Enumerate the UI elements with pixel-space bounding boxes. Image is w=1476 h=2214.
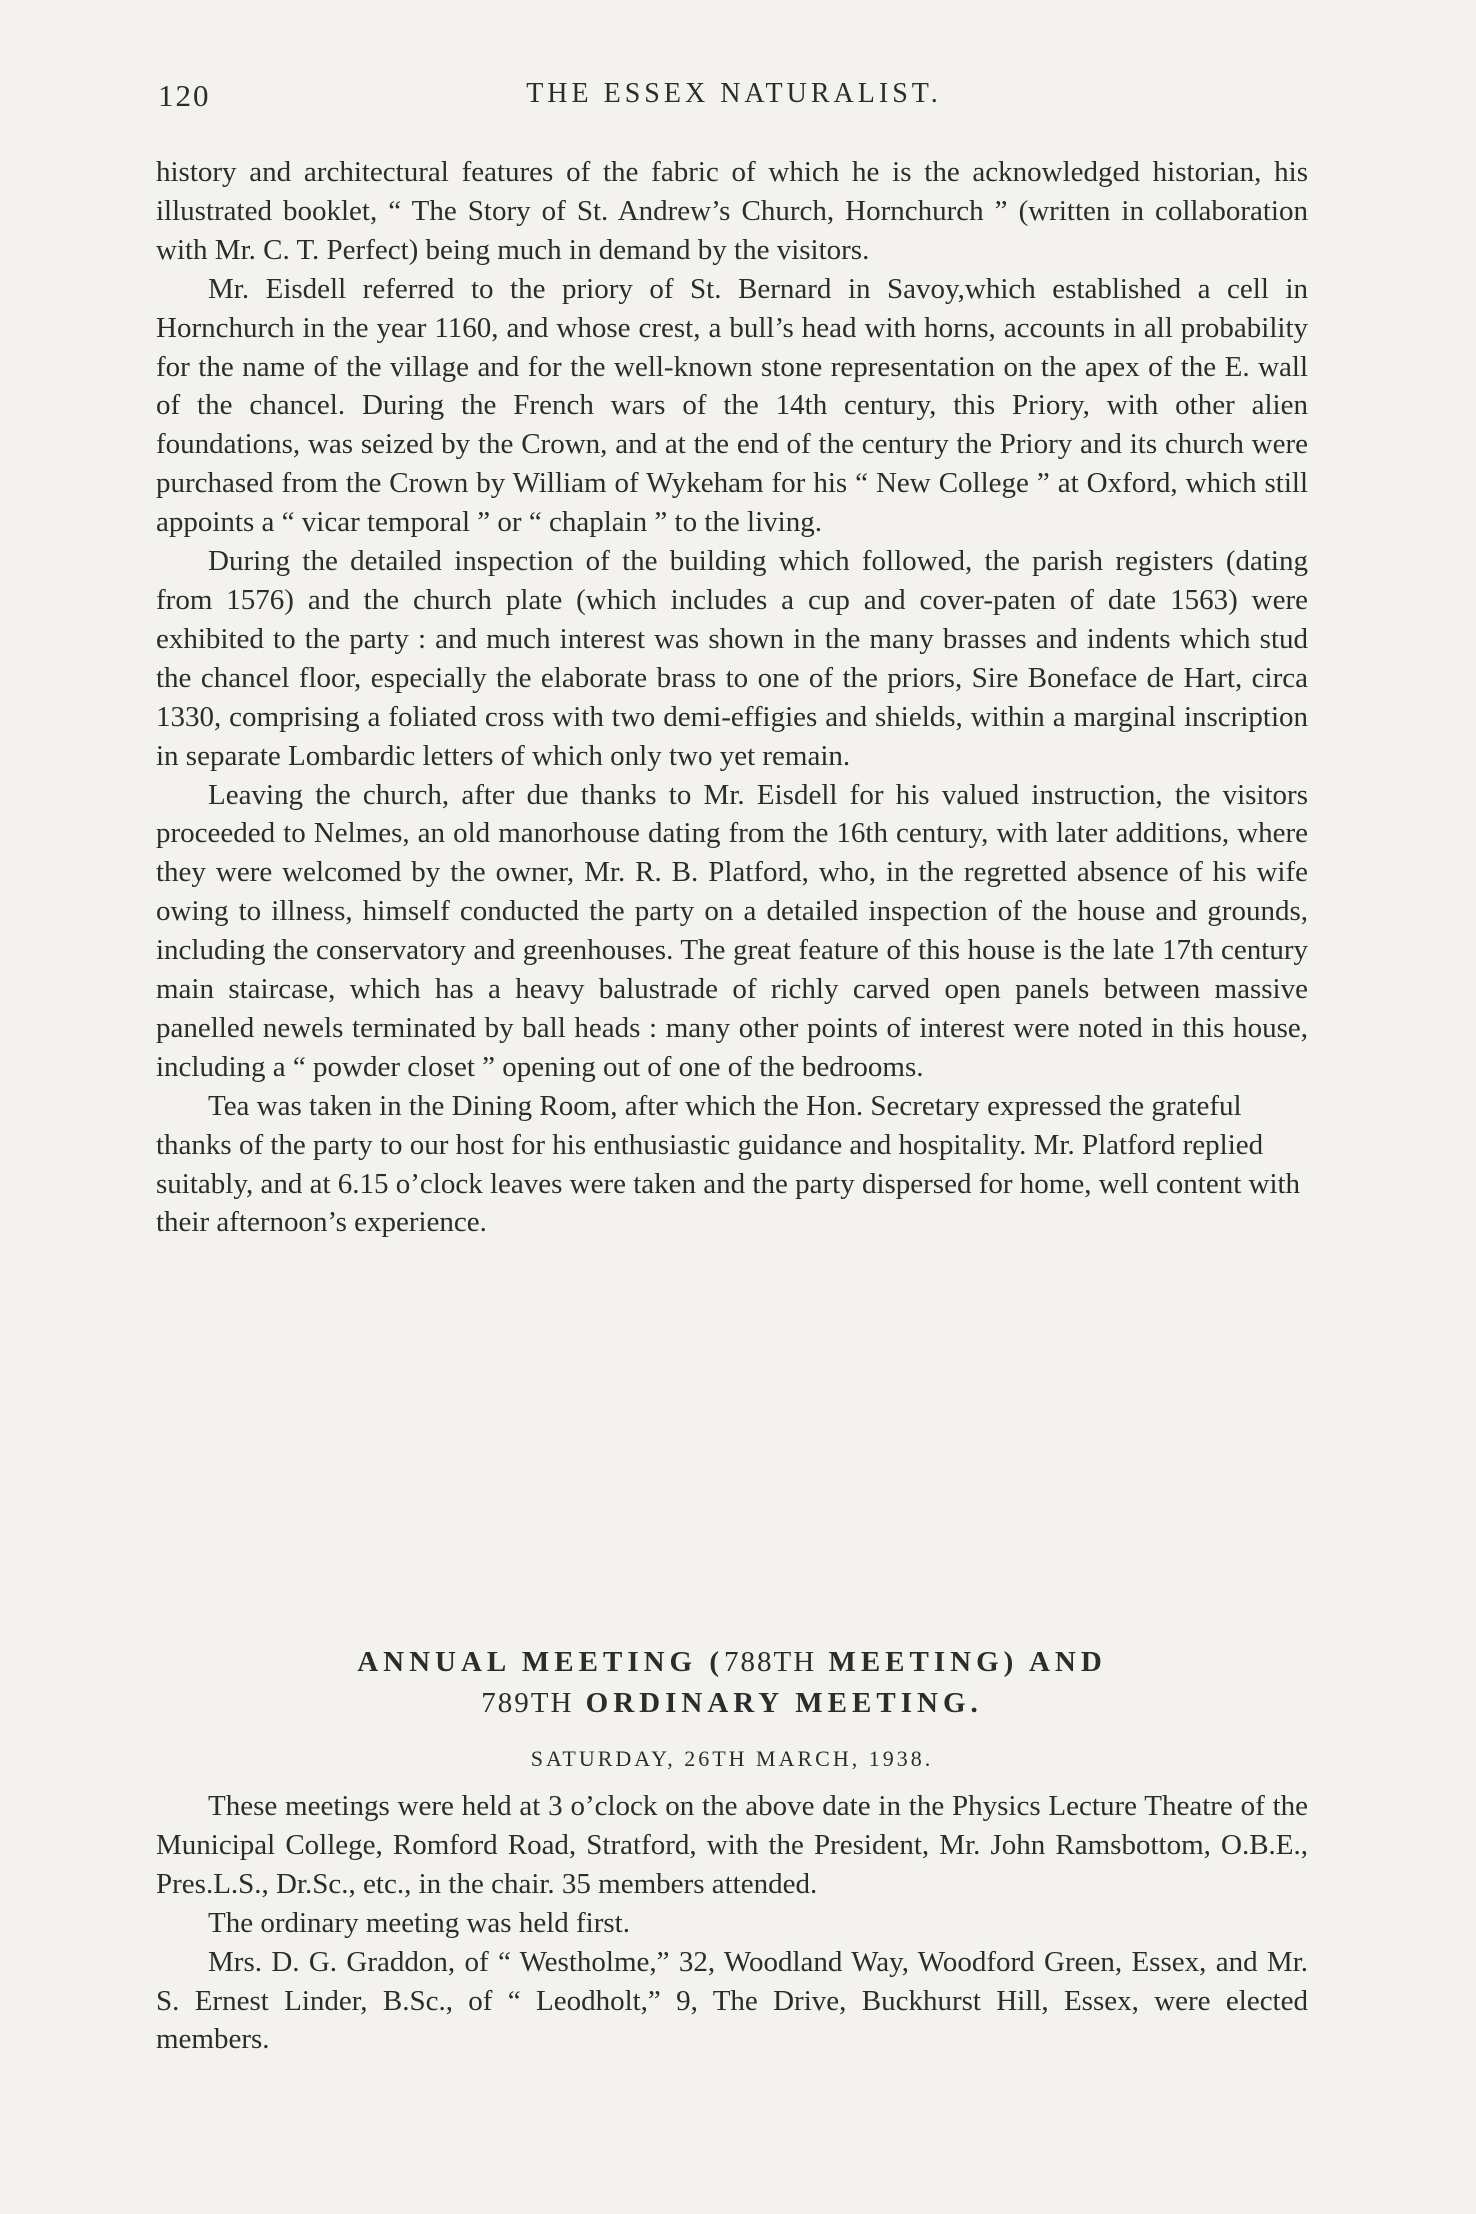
- meeting-number: 788TH: [724, 1646, 817, 1678]
- paragraph: Tea was taken in the Dining Room, after which the Hon. Secretary expressed the grateful thanks of the party to our host for his enthusiastic guidance and hospitality. Mr. Platford replied suitably, and at 6.15 o’clock leaves were taken and the party dispersed for home, well content with their afternoon’s experience.: [156, 1089, 1301, 1239]
- heading-line-1: [156, 1642, 1308, 1683]
- paragraph: history and architectural features of the fabric of which he is the acknowledged historian, his illustrated booklet, “ The Story of St. Andrew’s Church, Hornchurch ” (written in collaboration with Mr. C. T. Perfect) being much in demand by the visitors.: [156, 156, 1308, 266]
- meeting-heading: [156, 1642, 1308, 1724]
- meeting-date: SATURDAY, 26TH MARCH, 1938.: [530, 1746, 934, 1771]
- paragraph: These meetings were held at 3 o’clock on the above date in the Physics Lecture Theatre of the Municipal College, Romford Road, Stratford, with the President, Mr. John Ramsbottom, O.B.E., Pres.L.S., Dr.Sc., etc., in the chair. 35 members attended.: [156, 1790, 1308, 1900]
- meeting-report: [156, 1787, 1308, 2059]
- heading-text: MEETING) AND: [816, 1646, 1107, 1678]
- paragraph: Leaving the church, after due thanks to Mr. Eisdell for his valued instruction, the visitors proceeded to Nelmes, an old manorhouse dating from the 16th century, with later additions, where they were welcomed by the owner, Mr. R. B. Platford, who, in the regretted absence of his wife owing to illness, himself conducted the party on a detailed inspection of the house and grounds, including the conservatory and greenhouses. The great feature of this house is the late 17th century main staircase, which has a heavy balustrade of richly carved open panels between massive panelled newels terminated by ball heads : many other points of interest were noted in this house, including a “ powder closet ” opening out of one of the bedrooms.: [156, 778, 1308, 1083]
- heading-text: ANNUAL MEETING (: [357, 1646, 725, 1678]
- paragraph: Mr. Eisdell referred to the priory of St. Bernard in Savoy,which established a cell in Hornchurch in the year 1160, and whose crest, a bull’s head with horns, accounts in all probability for the name of the village and for the well-known stone representation on the apex of the E. wall of the chancel. During the French wars of the 14th century, this Priory, with other alien foundations, was seized by the Crown, and at the end of the century the Priory and its church were purchased from the Crown by William of Wykeham for his “ New College ” at Oxford, which still appoints a “ vicar temporal ” or “ chaplain ” to the living.: [156, 272, 1308, 539]
- paragraph: During the detailed inspection of the building which followed, the parish registers (dating from 1576) and the church plate (which includes a cup and cover-paten of date 1563) were exhibited to the party : and much interest was shown in the many brasses and indents which stud the chancel floor, especially the elaborate brass to one of the priors, Sire Boneface de Hart, circa 1330, comprising a foliated cross with two demi-effigies and shields, within a marginal inscription in separate Lombardic letters of which only two yet remain.: [156, 545, 1308, 772]
- heading-line-2: [156, 1683, 1308, 1724]
- page-header: [158, 78, 1310, 128]
- page-number: 120: [158, 78, 211, 113]
- running-title: THE ESSEX NATURALIST.: [526, 78, 942, 109]
- excursion-report: [156, 153, 1308, 1242]
- heading-text: ORDINARY MEETING.: [573, 1687, 983, 1719]
- meeting-number: 789TH: [481, 1687, 574, 1719]
- paragraph: Mrs. D. G. Graddon, of “ Westholme,” 32, Woodland Way, Woodford Green, Essex, and Mr. S. Ernest Linder, B.Sc., of “ Leodholt,” 9, The Drive, Buckhurst Hill, Essex, were elected members.: [156, 1945, 1308, 2056]
- paragraph: The ordinary meeting was held first.: [208, 1906, 630, 1939]
